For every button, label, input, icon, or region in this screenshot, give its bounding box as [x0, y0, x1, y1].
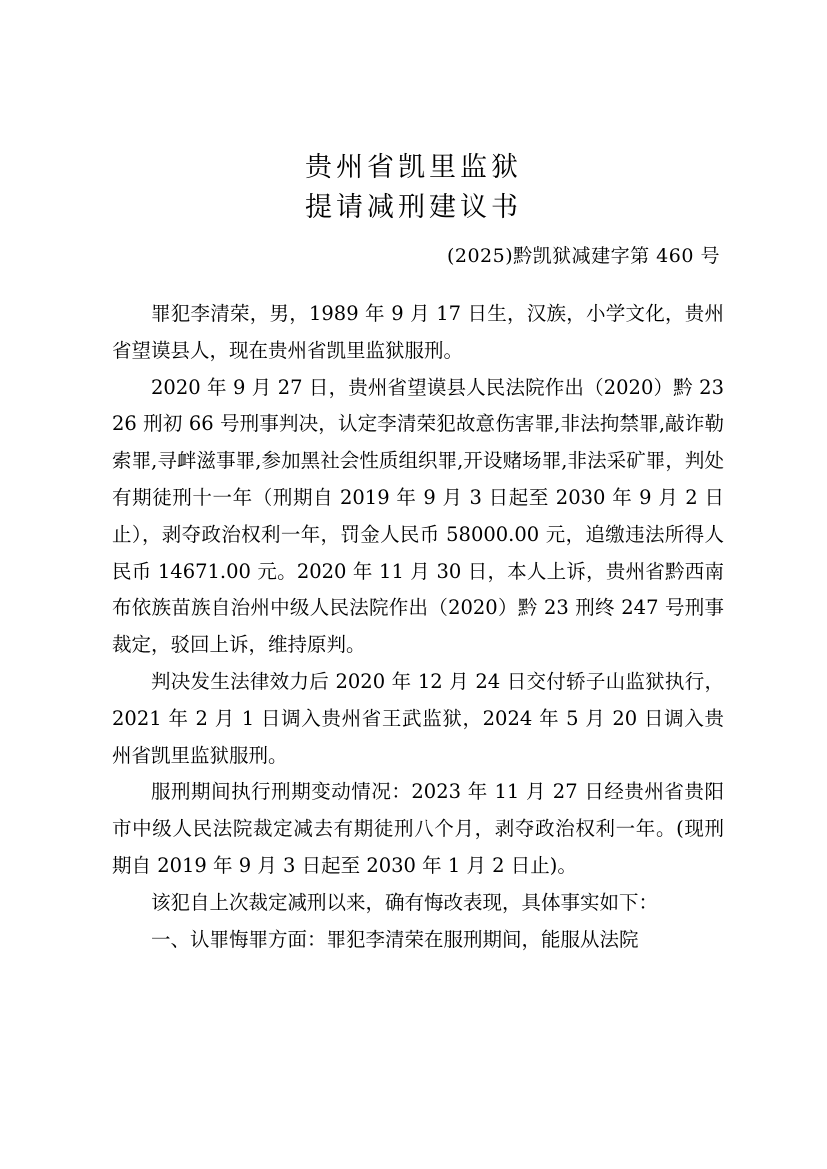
paragraph-personal-info: 罪犯李清荣，男，1989 年 9 月 17 日生，汉族，小学文化，贵州省望谟县人，现在贵州省凯里监狱服刑。	[112, 302, 724, 362]
paragraph-repentance-intro: 该犯自上次裁定减刑以来，确有悔改表现，具体事实如下：	[151, 890, 659, 914]
paragraph-sentence-changes: 服刑期间执行刑期变动情况：2023 年 11 月 27 日经贵州省贵阳市中级人民法院裁定减去有期徒刑八个月，剥夺政治权利一年。(现刑期自 2019 年 9 月 3 日起至 2030 年 1 月 2 日止)。	[112, 780, 724, 877]
paragraph-original-judgment: 2020 年 9 月 27 日，贵州省望谟县人民法院作出（2020）黔 2326 刑初 66 号刑事判决，认定李清荣犯故意伤害罪,非法拘禁罪,敲诈勒索罪,寻衅滋事罪,参加黑社会性质组织罪,开设赌场罪,非法采矿罪，判处有期徒刑十一年（刑期自 2019 年 9 月 3 日起至 2030 年 9 月 2 日止），剥夺政治权利一年，罚金人民币 58000.00 元，追缴违法所得人民币 14671.00 元。2020 年 11 月 30 日，本人上诉，贵州省黔西南布依族苗族自治州中级人民法院作出（2020）黔 23 刑终 247 号刑事裁定，驳回上诉，维持原判。	[112, 375, 724, 657]
paragraph-prison-transfers: 判决发生法律效力后 2020 年 12 月 24 日交付轿子山监狱执行，2021 年 2 月 1 日调入贵州省王武监狱，2024 年 5 月 20 日调入贵州省凯里监狱服刑。	[112, 669, 724, 767]
document-number: (2025)黔凯狱减建字第 460 号	[446, 245, 720, 267]
paragraph-admission-of-guilt: 一、认罪悔罪方面：罪犯李清荣在服刑期间，能服从法院	[151, 927, 639, 951]
document-body	[112, 296, 724, 958]
document-title-type: 提请减刑建议书	[305, 192, 522, 223]
document-title-institution: 贵州省凯里监狱	[305, 152, 522, 183]
